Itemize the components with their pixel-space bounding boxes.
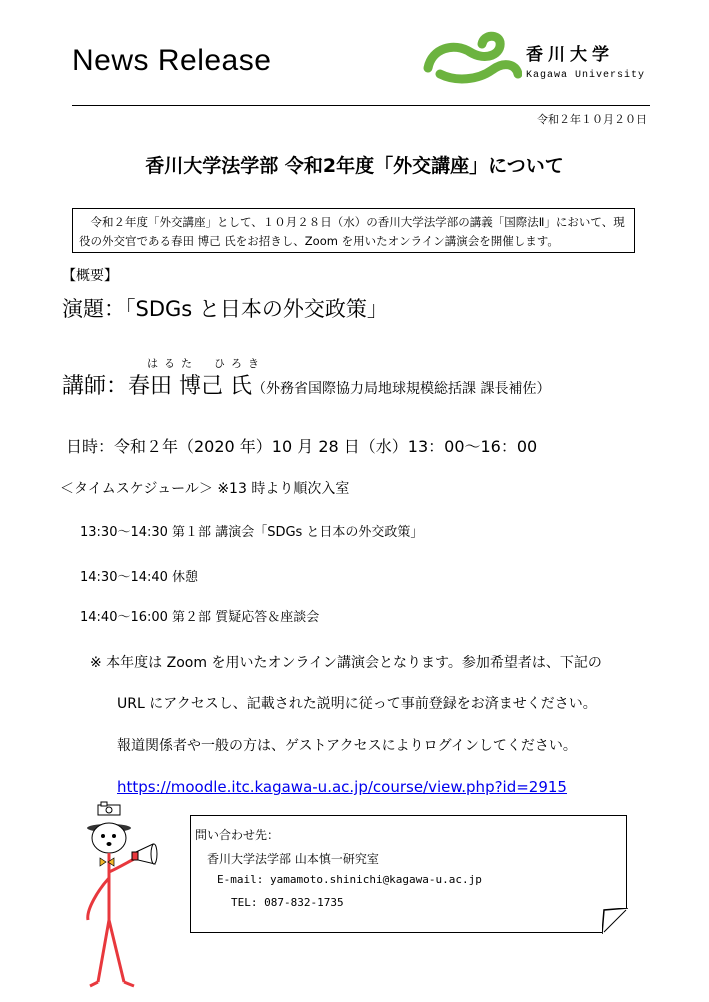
- overview-label: 【概要】: [62, 268, 118, 284]
- lecture-topic: [62, 293, 388, 323]
- mascot-illustration: [58, 800, 188, 990]
- university-name-ja: 香川大学: [526, 45, 614, 65]
- event-datetime: 日時：令和２年（2020 年）10 月 28 日（水）13：00～16：00: [66, 437, 538, 456]
- contact-phone: TEL: 087-832-1735: [231, 896, 344, 909]
- notice-line: 報道関係者や一般の方は、ゲストアクセスによりログインしてください。: [117, 738, 577, 754]
- header-divider: [72, 105, 650, 106]
- speaker-affiliation: （外務省国際協力局地球規模総括課 課長補佐）: [252, 381, 551, 397]
- contact-heading: 問い合わせ先：: [195, 828, 280, 842]
- speaker-name: 春田 博己 氏: [128, 374, 253, 399]
- speaker-line: [62, 369, 550, 400]
- ruby-family-name: はるた: [147, 357, 198, 370]
- contact-email: E-mail: yamamoto.shinichi@kagawa-u.ac.jp: [217, 873, 482, 886]
- kagawa-university-logo: [422, 30, 522, 85]
- news-release-heading: News Release: [72, 44, 272, 77]
- ruby-given-name: ひろき: [214, 357, 265, 370]
- registration-link[interactable]: https://moodle.itc.kagawa-u.ac.jp/course/view.php?id=2915: [117, 778, 567, 796]
- schedule-item: 14:40～16:00 第２部 質疑応答＆座談会: [80, 610, 320, 625]
- contact-box: [190, 815, 627, 933]
- document-title: 香川大学法学部 令和2年度「外交講座」について: [145, 155, 564, 177]
- schedule-item: 14:30～14:40 休憩: [80, 570, 199, 585]
- release-date: 令和２年１０月２０日: [537, 113, 647, 126]
- schedule-heading: ＜タイムスケジュール＞ ※13 時より順次入室: [60, 481, 350, 497]
- notice-line: ※ 本年度は Zoom を用いたオンライン講演会となります。参加希望者は、下記の: [90, 655, 602, 671]
- topic-value: 「SDGs と日本の外交政策」: [125, 297, 388, 321]
- summary-box: [72, 208, 635, 253]
- university-name-en: Kagawa University: [526, 70, 646, 81]
- schedule-item: 13:30～14:30 第１部 講演会「SDGs と日本の外交政策」: [80, 525, 424, 540]
- page-curl-corner: [602, 908, 628, 934]
- topic-label: 演題：: [62, 297, 125, 321]
- summary-text: 令和２年度「外交講座」として、１０月２８日（水）の香川大学法学部の講義「国際法Ⅱ」において、現役の外交官である春田 博己 氏をお招きし、Zoom を用いたオンライン講演会を開催します。: [79, 215, 625, 248]
- notice-line: URL にアクセスし、記載された説明に従って事前登録をお済ませください。: [117, 696, 597, 712]
- speaker-label: 講師：: [62, 374, 129, 399]
- contact-office: 香川大学法学部 山本慎一研究室: [207, 852, 379, 866]
